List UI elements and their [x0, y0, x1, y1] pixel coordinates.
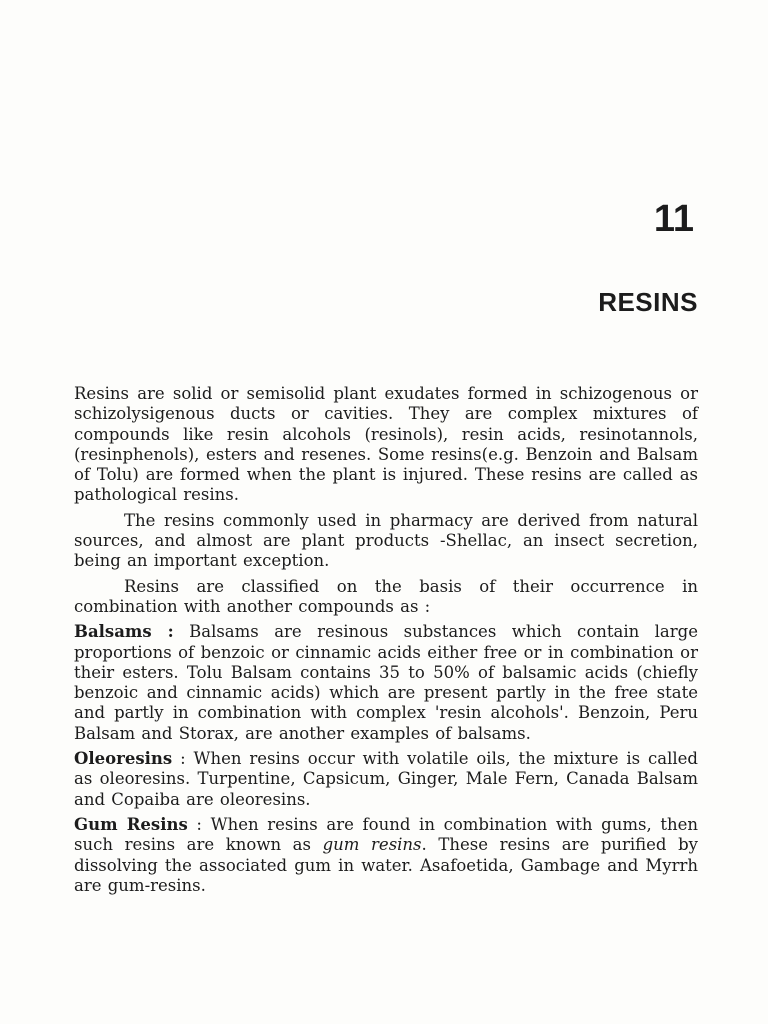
- paragraph-oleoresins: [74, 749, 698, 810]
- paragraph-classification: Resins are classified on the basis of their occurrence in combination with another compounds as :: [74, 576, 698, 616]
- oleoresins-text: : When resins occur with volatile oils, the mixture is called as oleoresins. Turpentine, Capsicum, Ginger, Male Fern, Canada Balsam and Copaiba are oleoresins.: [74, 749, 698, 809]
- paragraph-gum-resins: [74, 815, 698, 896]
- chapter-title: RESINS: [598, 287, 698, 317]
- term-oleoresins: Oleoresins: [74, 749, 173, 769]
- term-balsams: Balsams :: [74, 622, 174, 642]
- term-gum-resins: Gum Resins: [74, 814, 188, 834]
- gum-resins-text-after: . These resins are purified by dissolving the associated gum in water. Asafoetida, Gambage and Myrrh are gum-resins.: [74, 835, 698, 895]
- body-text: [74, 384, 698, 901]
- balsams-text: Balsams are resinous substances which contain large proportions of benzoic or cinnamic acids either free or in combination or their esters. Tolu Balsam contains 35 to 50% of balsamic acids (chiefly benzoic and cinnamic acids) which are present partly in the free state and partly in combination with complex 'resin alcohols'. Benzoin, Peru Balsam and Storax, are another examples of balsams.: [74, 622, 698, 743]
- paragraph-intro: Resins are solid or semisolid plant exudates formed in schizogenous or schizolysigenous ducts or cavities. They are complex mixtures of compounds like resin alcohols (resinols), resin acids, resinotannols, (resinphenols), esters and resenes. Some resins(e.g. Benzoin and Balsam of Tolu) are formed when the plant is injured. These resins are called as pathological resins.: [74, 384, 698, 505]
- gum-resins-text-before: : When resins are found in combination with gums, then such resins are known as: [74, 814, 699, 855]
- chapter-number: 11: [653, 198, 694, 240]
- gum-resins-emphasis: gum resins: [322, 835, 422, 855]
- paragraph-balsams: [74, 622, 698, 744]
- paragraph-sources: The resins commonly used in pharmacy are derived from natural sources, and almost are plant products -Shellac, an insect secretion, being an important exception.: [74, 510, 698, 571]
